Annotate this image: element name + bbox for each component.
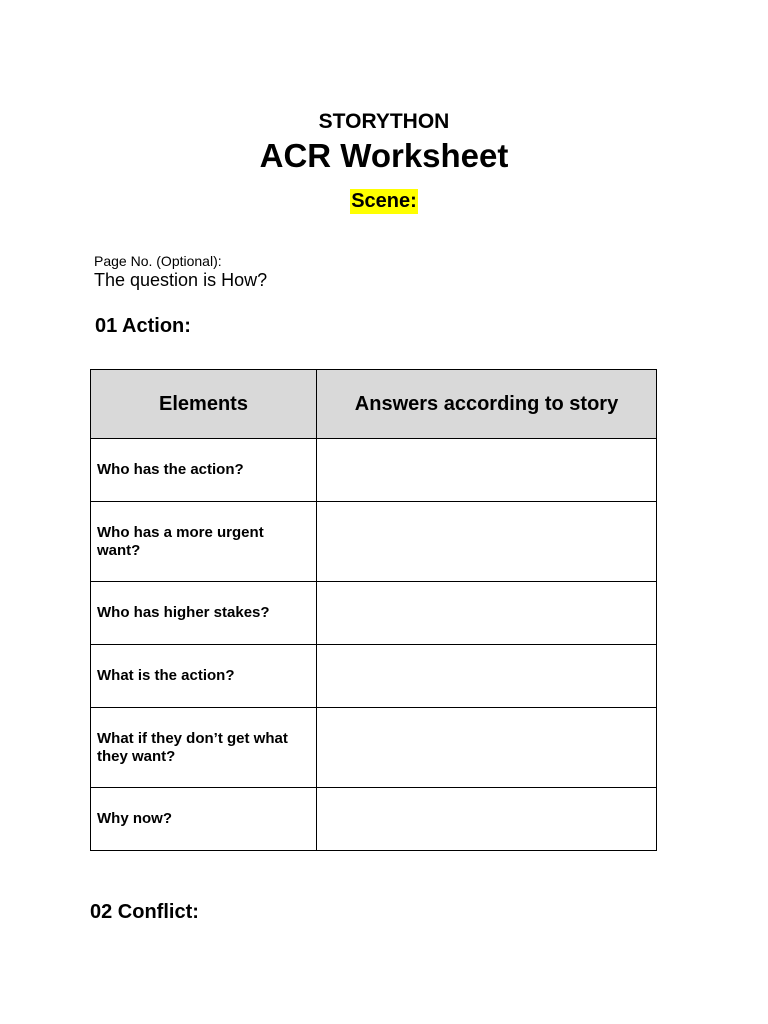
answer-cell[interactable] bbox=[317, 708, 657, 788]
table-row bbox=[91, 582, 657, 645]
table-row bbox=[91, 788, 657, 851]
answer-cell[interactable] bbox=[317, 439, 657, 502]
scene-label-wrap bbox=[0, 189, 768, 214]
answer-cell[interactable] bbox=[317, 645, 657, 708]
element-question: Who has the action? bbox=[91, 439, 317, 502]
section-heading-conflict: 02 Conflict: bbox=[90, 901, 199, 923]
guiding-question: The question is How? bbox=[94, 270, 268, 290]
action-table bbox=[90, 369, 657, 851]
table-row bbox=[91, 645, 657, 708]
element-question: What is the action? bbox=[91, 645, 317, 708]
column-header-answers: Answers according to story bbox=[317, 370, 657, 439]
scene-label: Scene: bbox=[351, 190, 417, 212]
element-question: Why now? bbox=[91, 788, 317, 851]
element-question: Who has higher stakes? bbox=[91, 582, 317, 645]
answer-cell[interactable] bbox=[317, 582, 657, 645]
worksheet-title: ACR Worksheet bbox=[259, 137, 509, 174]
element-question: What if they don’t get what they want? bbox=[91, 708, 317, 788]
table-row bbox=[91, 502, 657, 582]
worksheet-kicker: STORYTHON bbox=[318, 110, 450, 133]
column-header-elements: Elements bbox=[91, 370, 317, 439]
element-question: Who has a more urgent want? bbox=[91, 502, 317, 582]
table-row bbox=[91, 708, 657, 788]
answer-cell[interactable] bbox=[317, 502, 657, 582]
answer-cell[interactable] bbox=[317, 788, 657, 851]
page-number-label: Page No. (Optional): bbox=[94, 253, 222, 269]
table-header-row bbox=[91, 370, 657, 439]
section-heading-action: 01 Action: bbox=[95, 315, 191, 337]
table-row bbox=[91, 439, 657, 502]
